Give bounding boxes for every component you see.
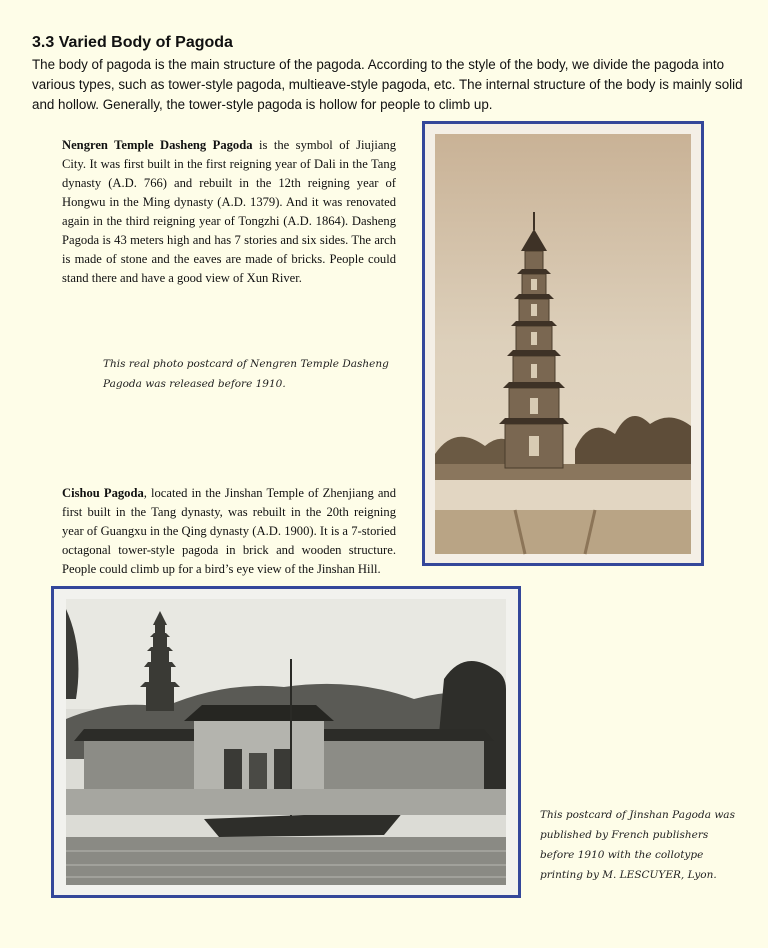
dasheng-pagoda-body: is the symbol of Jiujiang City. It was first built in the first reigning year of Dali in the Tang dynasty (A.D. 766) and rebuilt in the 12th reigning year of Hongwu in the Ming dynasty (A.D. 1379). And it was renovated again in the third reigning year of Tongzhi (A.D. 1864). Dasheng Pagoda is 43 meters high and has 7 stories and six sides. The arch is made of stone and the eaves are made of bricks. People could stand there and have a good view of Xun River. — [62, 138, 397, 285]
dasheng-postcard-caption: This real photo postcard of Nengren Temple Dasheng Pagoda was released before 1910. — [103, 358, 389, 390]
cishou-pagoda-paragraph — [62, 484, 396, 579]
dasheng-pagoda-paragraph — [62, 136, 396, 288]
dasheng-pagoda-photo-frame — [422, 121, 704, 566]
section-heading: 3.3 Varied Body of Pagoda — [32, 34, 233, 51]
cishou-pagoda-title: Cishou Pagoda — [62, 486, 144, 500]
jinshan-postcard-caption: This postcard of Jinshan Pagoda was published by French publishers before 1910 with the collotype printing by M. LESCUYER, Lyon. — [540, 809, 735, 881]
dasheng-pagoda-photo — [425, 124, 701, 563]
intro-paragraph: The body of pagoda is the main structure of the pagoda. According to the style of the body, we divide the pagoda into various types, such as tower-style pagoda, multieave-style pagoda, etc. The internal structure of the body is mainly solid and hollow. Generally, the tower-style pagoda is hollow for people to climb up. — [32, 57, 743, 112]
cishou-pagoda-body: , located in the Jinshan Temple of Zhenjiang and first built in the Tang dynasty, was rebuilt in the 20th reigning year of Guangxu in the Qing dynasty (A.D. 1900). It is a 7-storied octagonal tower-style pagoda in brick and wooden structure. People could climb up for a bird’s eye view of the Jinshan Hill. — [62, 486, 397, 576]
dasheng-pagoda-title: Nengren Temple Dasheng Pagoda — [62, 138, 253, 152]
jinshan-pagoda-photo-frame — [51, 586, 521, 898]
jinshan-pagoda-photo — [54, 589, 518, 895]
